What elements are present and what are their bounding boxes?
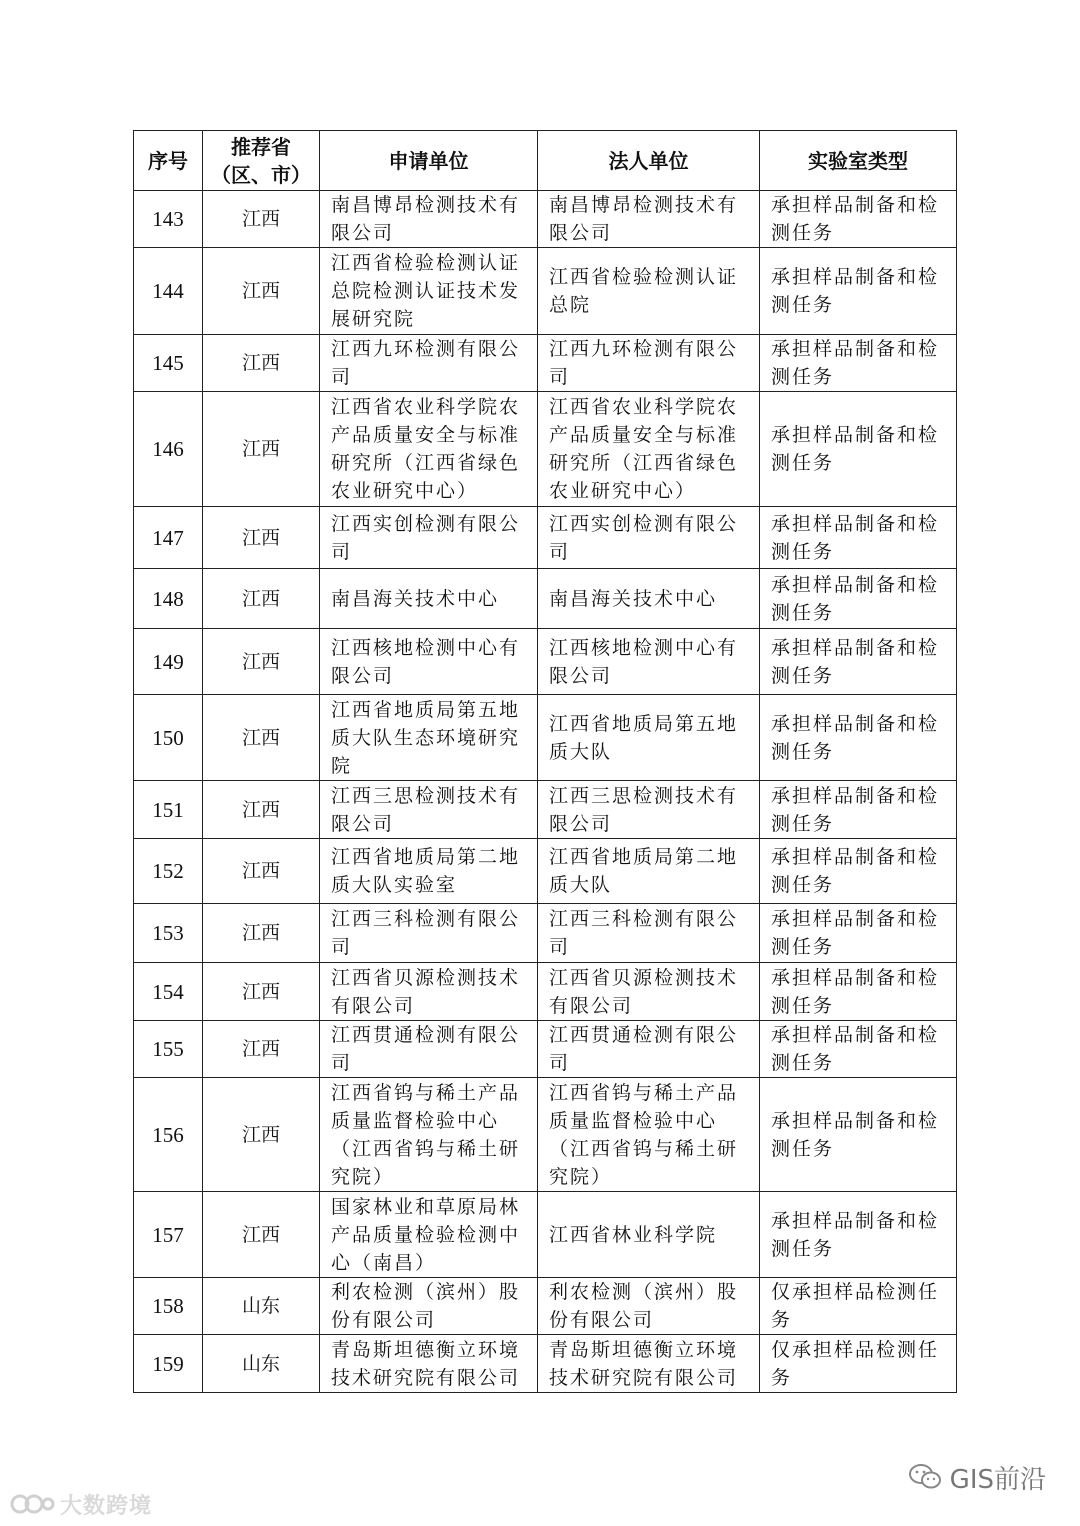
cell-applicant: 南昌海关技术中心 [320,569,538,629]
header-row [134,131,957,191]
cell-legal: 江西三科检测有限公司 [538,904,760,963]
watermark-right-text: GIS前沿 [949,1465,1046,1495]
cell-applicant: 江西三科检测有限公司 [320,904,538,963]
cell-lab-type: 承担样品制备和检测任务 [760,963,957,1021]
table-row [134,904,957,963]
table-row [134,1078,957,1192]
table-row [134,392,957,507]
table-row [134,191,957,248]
cell-no: 147 [134,507,203,569]
cell-legal: 江西实创检测有限公司 [538,507,760,569]
cell-lab-type: 承担样品制备和检测任务 [760,839,957,904]
cell-applicant: 江西贯通检测有限公司 [320,1021,538,1078]
cell-no: 156 [134,1078,203,1192]
cell-province: 江西 [203,191,320,248]
cell-no: 146 [134,392,203,507]
cell-applicant: 国家林业和草原局林产品质量检验检测中心（南昌） [320,1192,538,1278]
cell-legal: 江西贯通检测有限公司 [538,1021,760,1078]
cell-legal: 江西省钨与稀土产品质量监督检验中心（江西省钨与稀土研究院） [538,1078,760,1192]
cell-province: 江西 [203,963,320,1021]
lab-list-table [133,130,957,1393]
brand-logo-icon [8,1491,56,1523]
cell-legal: 南昌博昂检测技术有限公司 [538,191,760,248]
header-lab-type: 实验室类型 [760,131,957,191]
cell-legal: 江西省检验检测认证总院 [538,248,760,335]
watermark-left-text: 大数跨境 [60,1494,153,1519]
cell-lab-type: 承担样品制备和检测任务 [760,629,957,695]
cell-no: 151 [134,781,203,839]
cell-province: 江西 [203,335,320,392]
cell-lab-type: 承担样品制备和检测任务 [760,904,957,963]
cell-legal: 青岛斯坦德衡立环境技术研究院有限公司 [538,1335,760,1393]
cell-province: 江西 [203,629,320,695]
header-legal: 法人单位 [538,131,760,191]
cell-province: 江西 [203,1021,320,1078]
cell-province: 江西 [203,1192,320,1278]
header-province-line2: （区、市） [211,162,311,187]
cell-no: 145 [134,335,203,392]
cell-province: 山东 [203,1278,320,1335]
header-province-line1: 推荐省 [231,134,291,159]
cell-legal: 江西省地质局第二地质大队 [538,839,760,904]
cell-no: 153 [134,904,203,963]
cell-province: 江西 [203,695,320,781]
cell-province: 江西 [203,392,320,507]
cell-lab-type: 承担样品制备和检测任务 [760,335,957,392]
cell-no: 152 [134,839,203,904]
cell-province: 江西 [203,781,320,839]
cell-applicant: 江西省贝源检测技术有限公司 [320,963,538,1021]
cell-province: 山东 [203,1335,320,1393]
cell-applicant: 江西实创检测有限公司 [320,507,538,569]
wechat-icon [908,1463,942,1498]
table-row [134,1021,957,1078]
table-row [134,569,957,629]
cell-province: 江西 [203,248,320,335]
cell-legal: 江西省地质局第五地质大队 [538,695,760,781]
cell-province: 江西 [203,839,320,904]
header-applicant: 申请单位 [320,131,538,191]
cell-lab-type: 承担样品制备和检测任务 [760,507,957,569]
cell-legal: 南昌海关技术中心 [538,569,760,629]
cell-applicant: 利农检测（滨州）股份有限公司 [320,1278,538,1335]
cell-legal: 江西核地检测中心有限公司 [538,629,760,695]
cell-legal: 江西省贝源检测技术有限公司 [538,963,760,1021]
cell-province: 江西 [203,1078,320,1192]
watermark-gis [908,1459,1046,1498]
cell-applicant: 青岛斯坦德衡立环境技术研究院有限公司 [320,1335,538,1393]
cell-legal: 江西省农业科学院农产品质量安全与标准研究所（江西省绿色农业研究中心） [538,392,760,507]
table-row [134,963,957,1021]
table-row [134,507,957,569]
cell-no: 143 [134,191,203,248]
header-province [203,131,320,191]
table-row [134,781,957,839]
table-row [134,695,957,781]
cell-province: 江西 [203,904,320,963]
cell-province: 江西 [203,507,320,569]
cell-no: 149 [134,629,203,695]
cell-lab-type: 承担样品制备和检测任务 [760,1192,957,1278]
cell-applicant: 江西核地检测中心有限公司 [320,629,538,695]
cell-no: 148 [134,569,203,629]
cell-applicant: 江西省农业科学院农产品质量安全与标准研究所（江西省绿色农业研究中心） [320,392,538,507]
cell-no: 159 [134,1335,203,1393]
cell-no: 157 [134,1192,203,1278]
table-row [134,629,957,695]
cell-lab-type: 承担样品制备和检测任务 [760,1078,957,1192]
table-row [134,1335,957,1393]
cell-no: 155 [134,1021,203,1078]
cell-lab-type: 仅承担样品检测任务 [760,1278,957,1335]
table-row [134,1192,957,1278]
header-seq: 序号 [134,131,203,191]
cell-applicant: 江西省地质局第二地质大队实验室 [320,839,538,904]
cell-applicant: 南昌博昂检测技术有限公司 [320,191,538,248]
table-row [134,1278,957,1335]
cell-legal: 利农检测（滨州）股份有限公司 [538,1278,760,1335]
table-row [134,839,957,904]
cell-legal: 江西省林业科学院 [538,1192,760,1278]
cell-no: 144 [134,248,203,335]
cell-applicant: 江西九环检测有限公司 [320,335,538,392]
cell-no: 154 [134,963,203,1021]
cell-lab-type: 承担样品制备和检测任务 [760,191,957,248]
cell-no: 150 [134,695,203,781]
cell-legal: 江西九环检测有限公司 [538,335,760,392]
table-row [134,248,957,335]
watermark-dashujk [8,1489,152,1523]
cell-no: 158 [134,1278,203,1335]
cell-legal: 江西三思检测技术有限公司 [538,781,760,839]
cell-applicant: 江西省地质局第五地质大队生态环境研究院 [320,695,538,781]
table-row [134,335,957,392]
cell-lab-type: 承担样品制备和检测任务 [760,569,957,629]
cell-applicant: 江西省检验检测认证总院检测认证技术发展研究院 [320,248,538,335]
cell-lab-type: 承担样品制备和检测任务 [760,781,957,839]
cell-applicant: 江西省钨与稀土产品质量监督检验中心（江西省钨与稀土研究院） [320,1078,538,1192]
cell-lab-type: 承担样品制备和检测任务 [760,248,957,335]
cell-province: 江西 [203,569,320,629]
cell-lab-type: 承担样品制备和检测任务 [760,392,957,507]
cell-lab-type: 承担样品制备和检测任务 [760,695,957,781]
cell-applicant: 江西三思检测技术有限公司 [320,781,538,839]
cell-lab-type: 仅承担样品检测任务 [760,1335,957,1393]
cell-lab-type: 承担样品制备和检测任务 [760,1021,957,1078]
